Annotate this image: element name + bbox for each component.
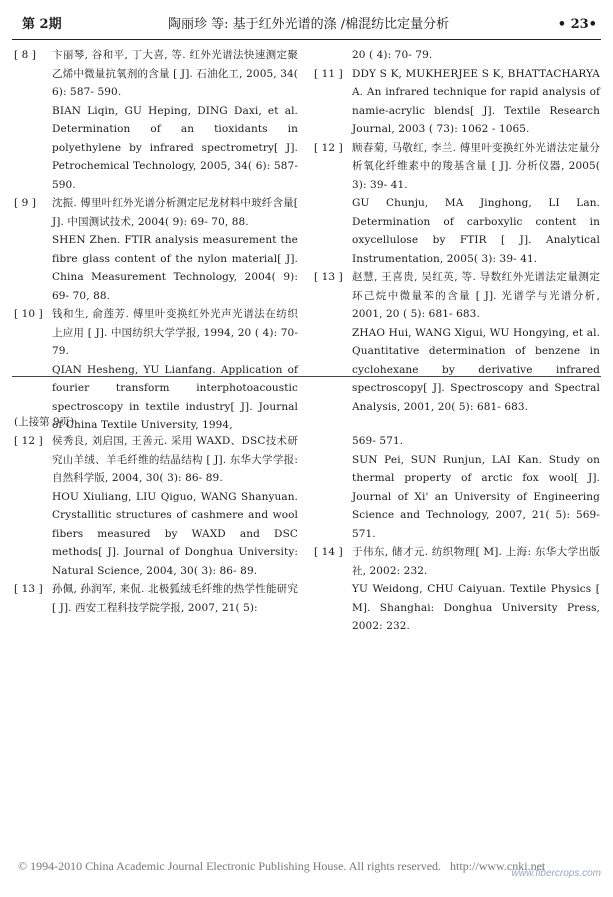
reference-text: SUN Pei, SUN Runjun, LAI Kan. Study on thermal property of arctic fox wool[ J]. Journal of Xi' an University of Engineering Science and Technology, 2007, 21( 5): 569- 571. <box>352 453 600 540</box>
reference-entry <box>14 432 298 580</box>
reference-entry <box>314 139 600 269</box>
watermark: www.fibercrops.com <box>511 868 601 879</box>
reference-number: [ 9 ] <box>14 197 37 209</box>
reference-text: 孙佩, 孙润军, 来侃. 北极狐绒毛纤维的热学性能研究 [ J]. 西安工程科技学院学报, 2007, 21( 5): <box>52 583 298 614</box>
running-title: 陶丽珍 等: 基于红外光谱的涤 /棉混纺比定量分析 <box>168 17 450 32</box>
reference-text: 20 ( 4): 70- 79. <box>352 49 433 61</box>
reference-text: ZHAO Hui, WANG Xigui, WU Hongying, et al. Quantitative determination of benzene in cyclohexane by derivative infrared spectroscopy[ J]. Spectroscopy and Spectral Analysis, 2001, 20( 5): 681- 683. <box>352 326 600 413</box>
reference-entry <box>314 268 600 416</box>
reference-entry <box>14 46 298 194</box>
running-header <box>22 14 597 36</box>
section-divider <box>12 376 601 377</box>
reference-text: SHEN Zhen. FTIR analysis measurement the fibre glass content of the nylon material[ J]. China Measurement Technology, 2004( 9): 69- 70, 88. <box>52 234 298 302</box>
reference-number: [ 13 ] <box>314 271 343 283</box>
reference-number: [ 10 ] <box>14 308 43 320</box>
reference-entry <box>314 543 600 636</box>
cnki-link[interactable]: http://www.cnki.net <box>450 859 546 873</box>
reference-text: HOU Xiuliang, LIU Qiguo, WANG Shanyuan. Crystallitic structures of cashmere and wool fibers measured by WAXD and DSC methods[ J]. Journal of Donghua University: Natural Science, 2004, 30( 3): 86- 89. <box>52 490 298 577</box>
reference-number: [ 8 ] <box>14 49 37 61</box>
reference-text: BIAN Liqin, GU Heping, DING Daxi, et al. Determination of an tioxidants in polyethylene by infrared spectrometry[ J]. Petrochemical Technology, 2005, 34( 6): 587- 590. <box>52 104 298 191</box>
copyright-text: © 1994-2010 China Academic Journal Electronic Publishing House. All rights reserved. <box>18 859 442 873</box>
reference-entry <box>14 194 298 305</box>
reference-text: YU Weidong, CHU Caiyuan. Textile Physics [ M]. Shanghai: Donghua University Press, 2002: 232. <box>352 583 600 632</box>
reference-number: [ 12 ] <box>314 141 343 154</box>
continued-from-label: (上接第 9页) <box>14 416 75 428</box>
header-rule <box>12 39 601 40</box>
references-top-right <box>314 46 600 416</box>
reference-number: [ 12 ] <box>14 435 43 447</box>
reference-entry <box>314 65 600 139</box>
reference-entry <box>14 580 298 617</box>
reference-text: 卞丽琴, 谷和平, 丁大喜, 等. 红外光谱法快速测定聚乙烯中微量抗氧剂的含量 [ J]. 石油化工, 2005, 34( 6): 587- 590. <box>52 49 298 98</box>
references-bottom-right <box>314 432 600 636</box>
reference-number: [ 11 ] <box>314 67 343 80</box>
reference-text: 顾春菊, 马敬红, 李兰. 傅里叶变换红外光谱法定量分析氧化纤维素中的羧基含量 [ J]. 分析仪器, 2005( 3): 39- 41. <box>352 141 600 191</box>
reference-number: [ 13 ] <box>14 583 43 595</box>
page-number: • 23• <box>557 17 597 32</box>
reference-number: [ 14 ] <box>314 546 343 558</box>
reference-entry <box>314 46 600 65</box>
reference-text: 钱和生, 俞莲芳. 傅里叶变换红外光声光谱法在纺织上应用 [ J]. 中国纺织大学学报, 1994, 20 ( 4): 70- 79. <box>52 308 298 357</box>
reference-entry <box>314 451 600 544</box>
reference-entry <box>314 432 600 451</box>
issue-number: 第 2期 <box>22 17 62 32</box>
references-bottom-left <box>14 432 298 617</box>
reference-text: 赵慧, 王喜贵, 吴红英, 等. 导数红外光谱法定量测定环己烷中微量苯的含量 [ J]. 光谱学与光谱分析, 2001, 20 ( 5): 681- 683. <box>352 271 600 320</box>
reference-text: GU Chunju, MA Jinghong, LI Lan. Determination of carboxylic content in oxycellulose by FTIR [ J]. Analytical Instrumentation, 2005( 3): 39- 41. <box>352 197 600 265</box>
reference-text: 569- 571. <box>352 435 404 447</box>
reference-text: QIAN Hesheng, YU Lianfang. Application of fourier transform interphotoacoustic spectroscopy in textile industry[ J]. Journal of China Textile University, 1994, <box>52 363 298 431</box>
reference-text: 沈振. 傅里叶红外光谱分析测定尼龙材料中玻纤含量[ J]. 中国测试技术, 2004( 9): 69- 70, 88. <box>52 197 298 228</box>
reference-text: DDY S K, MUKHERJEE S K, BHATTACHARYA A. An infrared technique for rapid analysis of namie-acrylic blends[ J]. Textile Research Journal, 2003 ( 73): 1062 - 1065. <box>352 67 600 135</box>
reference-text: 侯秀良, 刘启国, 王善元. 采用 WAXD、DSC技术研究山羊绒、羊毛纤维的结晶结构 [ J]. 东华大学学报: 自然科学版, 2004, 30( 3): 86- 89. <box>52 435 298 484</box>
reference-text: 于伟东, 储才元. 纺织物理[ M]. 上海: 东华大学出版社, 2002: 232. <box>352 546 600 577</box>
